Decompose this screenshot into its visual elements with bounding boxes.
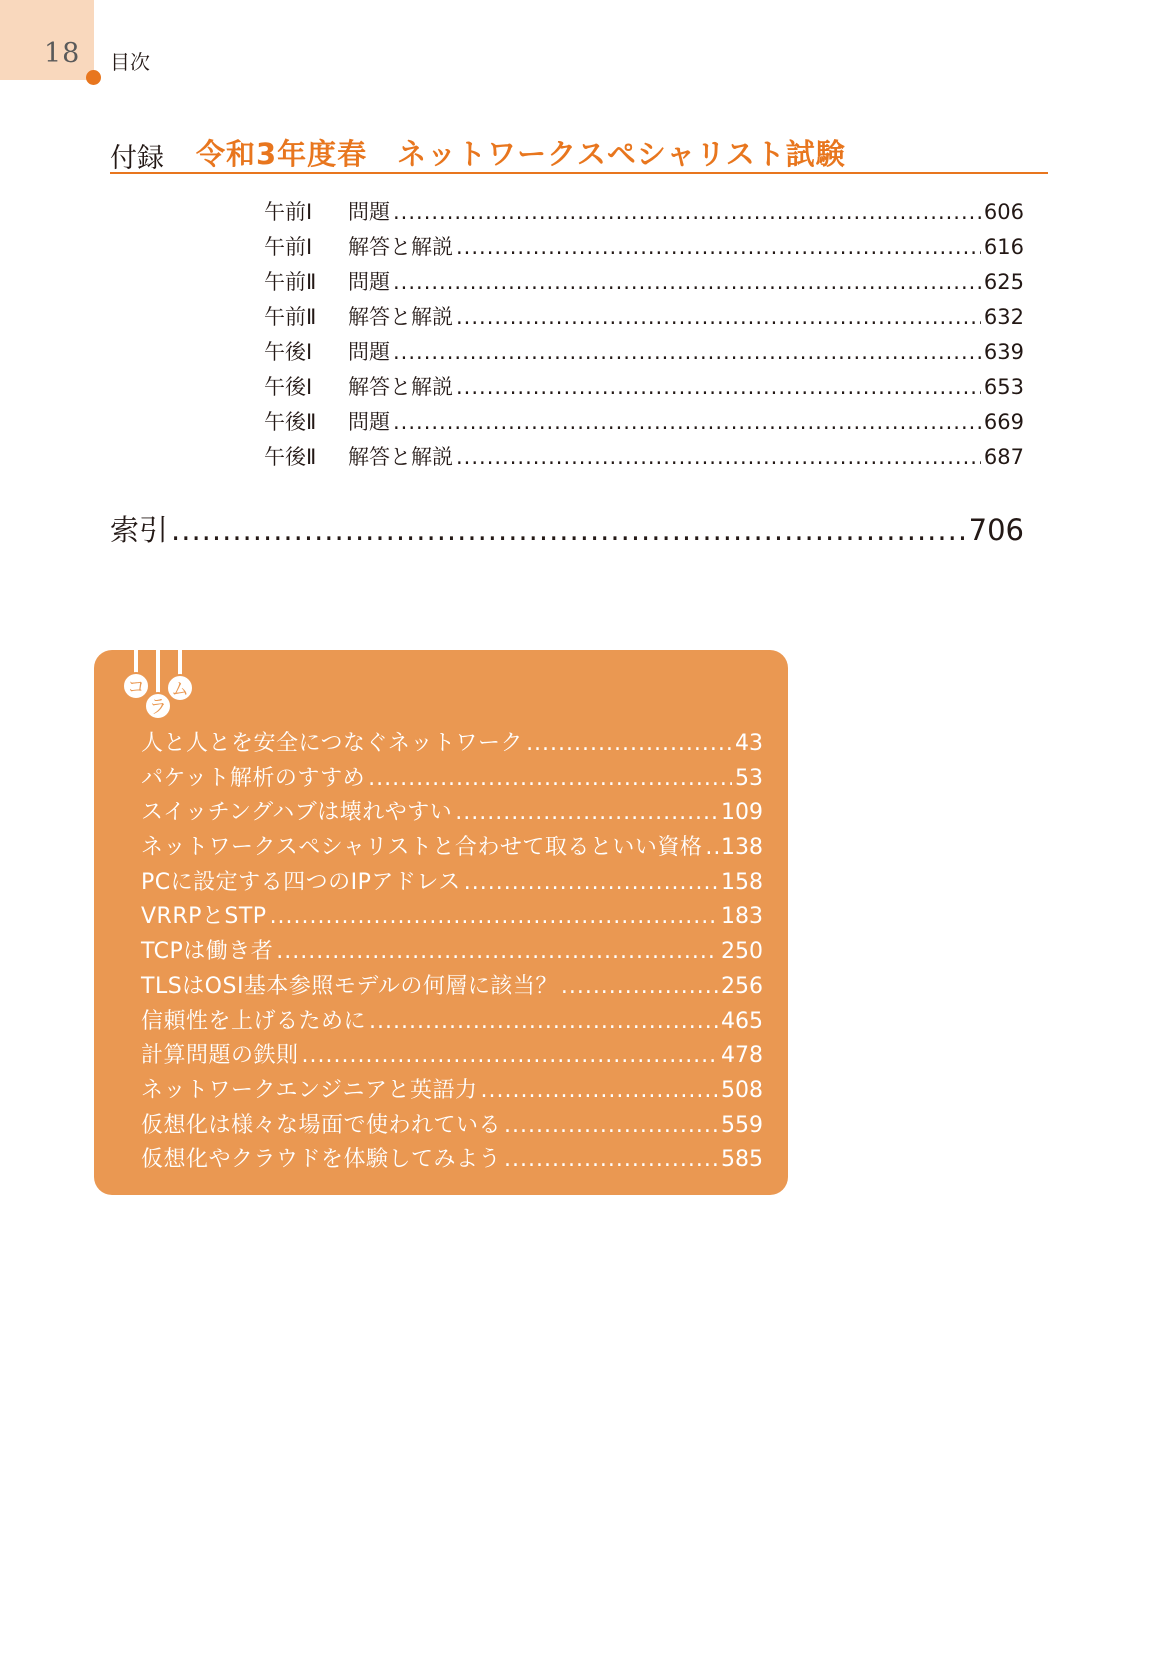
badge-char-1: コ bbox=[127, 677, 145, 698]
toc-entry-page: 669 bbox=[983, 410, 1024, 434]
toc-entry[interactable] bbox=[264, 371, 1024, 406]
column-entry-title: スイッチングハブは壊れやすい bbox=[141, 800, 453, 826]
column-entry-title: 仮想化やクラウドを体験してみよう bbox=[141, 1147, 502, 1173]
toc-entry-part: 午後Ⅰ bbox=[264, 375, 313, 399]
column-entry-title: 人と人とを安全につなぐネットワーク bbox=[141, 731, 524, 756]
column-entry-title: TCPは働き者 bbox=[141, 939, 274, 965]
column-entry-page: 559 bbox=[721, 1112, 763, 1138]
leader-dots bbox=[393, 340, 981, 364]
column-entry[interactable] bbox=[141, 899, 763, 934]
column-entry-page: 43 bbox=[735, 731, 763, 756]
toc-entry-page: 687 bbox=[983, 445, 1024, 469]
column-entry-page: 53 bbox=[735, 765, 763, 791]
badge-char-2: ラ bbox=[149, 697, 167, 718]
leader-dots bbox=[481, 1078, 718, 1103]
toc-entry[interactable] bbox=[264, 266, 1024, 301]
leader-dots bbox=[504, 1113, 718, 1138]
column-entry[interactable] bbox=[141, 1004, 763, 1039]
toc-entry-title: 解答と解説 bbox=[348, 235, 453, 259]
index-label: 索引 bbox=[110, 513, 169, 547]
index-page: 706 bbox=[968, 513, 1024, 547]
leader-dots bbox=[526, 731, 732, 756]
leader-dots bbox=[456, 445, 981, 469]
leader-dots bbox=[561, 974, 718, 999]
toc-entry-page: 616 bbox=[983, 235, 1024, 259]
column-entry-page: 478 bbox=[721, 1043, 763, 1069]
toc-entry-part: 午後Ⅰ bbox=[264, 340, 313, 364]
toc-entry-title: 問題 bbox=[348, 340, 390, 364]
column-entry-title: 仮想化は様々な場面で使われている bbox=[141, 1112, 502, 1138]
column-entry[interactable] bbox=[141, 795, 763, 830]
page-number: 18 bbox=[44, 38, 81, 69]
leader-dots bbox=[369, 1009, 718, 1034]
toc-entry-part: 午後Ⅱ bbox=[264, 410, 317, 434]
column-entry-page: 256 bbox=[721, 973, 763, 999]
leader-dots bbox=[456, 375, 981, 399]
column-entry-title: 信頼性を上げるために bbox=[141, 1008, 367, 1034]
column-entry-page: 465 bbox=[721, 1008, 763, 1034]
column-entry-title: 計算問題の鉄則 bbox=[141, 1043, 299, 1069]
leader-dots bbox=[171, 513, 966, 547]
column-entry-title: TLSはOSI基本参照モデルの何層に該当？ bbox=[141, 973, 558, 999]
column-entry-page: 183 bbox=[721, 904, 763, 930]
leader-dots bbox=[393, 200, 981, 224]
toc-entry[interactable] bbox=[264, 301, 1024, 336]
toc-entry[interactable] bbox=[264, 196, 1024, 231]
column-entry[interactable] bbox=[141, 761, 763, 796]
appendix-label: 付録 bbox=[110, 143, 164, 174]
column-entry-page: 585 bbox=[721, 1147, 763, 1173]
leader-dots bbox=[276, 939, 718, 964]
toc-entry[interactable] bbox=[264, 336, 1024, 371]
column-entry-title: パケット解析のすすめ bbox=[141, 765, 366, 791]
column-entry[interactable] bbox=[141, 969, 763, 1004]
column-badge-icon bbox=[118, 648, 218, 720]
column-entry[interactable] bbox=[141, 1038, 763, 1073]
leader-dots bbox=[302, 1043, 718, 1068]
toc-entry-title: 問題 bbox=[348, 270, 390, 294]
toc-entry-title: 問題 bbox=[348, 410, 390, 434]
leader-dots bbox=[393, 270, 981, 294]
leader-dots bbox=[705, 835, 718, 860]
toc-entry-page: 653 bbox=[983, 375, 1024, 399]
column-entry-page: 508 bbox=[721, 1077, 763, 1103]
index-entry[interactable] bbox=[110, 508, 1024, 549]
toc-entry-part: 午後Ⅱ bbox=[264, 445, 317, 469]
column-entry-title: ネットワークエンジニアと英語力 bbox=[141, 1077, 478, 1103]
column-entry-title: VRRPとSTP bbox=[141, 904, 267, 930]
column-entry[interactable] bbox=[141, 934, 763, 969]
running-head-section: 目次 bbox=[110, 50, 150, 74]
toc-entry[interactable] bbox=[264, 441, 1024, 476]
column-entry[interactable] bbox=[141, 1142, 763, 1177]
leader-dots bbox=[456, 305, 981, 329]
column-entry-page: 250 bbox=[721, 939, 763, 965]
toc-entry[interactable] bbox=[264, 406, 1024, 441]
toc-entry-part: 午前Ⅱ bbox=[264, 305, 317, 329]
toc-entry-page: 632 bbox=[983, 305, 1024, 329]
leader-dots bbox=[368, 766, 732, 791]
column-entry[interactable] bbox=[141, 830, 763, 865]
leader-dots bbox=[455, 800, 718, 825]
toc-entry-title: 解答と解説 bbox=[348, 375, 453, 399]
toc-entry-part: 午前Ⅰ bbox=[264, 235, 313, 259]
column-entry-title: PCに設定する四つのIPアドレス bbox=[141, 869, 461, 895]
tab-dot-icon bbox=[86, 70, 101, 85]
column-entry-page: 138 bbox=[721, 835, 763, 861]
leader-dots bbox=[393, 410, 981, 434]
toc-entry-part: 午前Ⅰ bbox=[264, 200, 313, 224]
leader-dots bbox=[504, 1147, 718, 1172]
toc-entry-page: 625 bbox=[983, 270, 1024, 294]
column-entry[interactable] bbox=[141, 1073, 763, 1108]
toc-entry-title: 解答と解説 bbox=[348, 445, 453, 469]
toc-entry-page: 639 bbox=[983, 340, 1024, 364]
leader-dots bbox=[270, 904, 718, 929]
column-entry[interactable] bbox=[141, 865, 763, 900]
toc-entry-part: 午前Ⅱ bbox=[264, 270, 317, 294]
column-entry-title: ネットワークスペシャリストと合わせて取るといい資格 bbox=[141, 835, 703, 861]
column-entry-page: 158 bbox=[721, 869, 763, 895]
column-list bbox=[141, 726, 763, 1177]
appendix-toc-list bbox=[264, 196, 1024, 476]
toc-entry[interactable] bbox=[264, 231, 1024, 266]
appendix-header bbox=[110, 128, 1048, 174]
toc-entry-title: 問題 bbox=[348, 200, 390, 224]
leader-dots bbox=[464, 870, 718, 895]
toc-entry-title: 解答と解説 bbox=[348, 305, 453, 329]
leader-dots bbox=[456, 235, 981, 259]
column-entry[interactable] bbox=[141, 726, 763, 761]
badge-char-3: ム bbox=[171, 679, 189, 700]
appendix-title: 令和3年度春 ネットワークスペシャリスト試験 bbox=[196, 137, 846, 171]
column-entry-page: 109 bbox=[721, 800, 763, 826]
toc-entry-page: 606 bbox=[983, 200, 1024, 224]
column-entry[interactable] bbox=[141, 1108, 763, 1143]
